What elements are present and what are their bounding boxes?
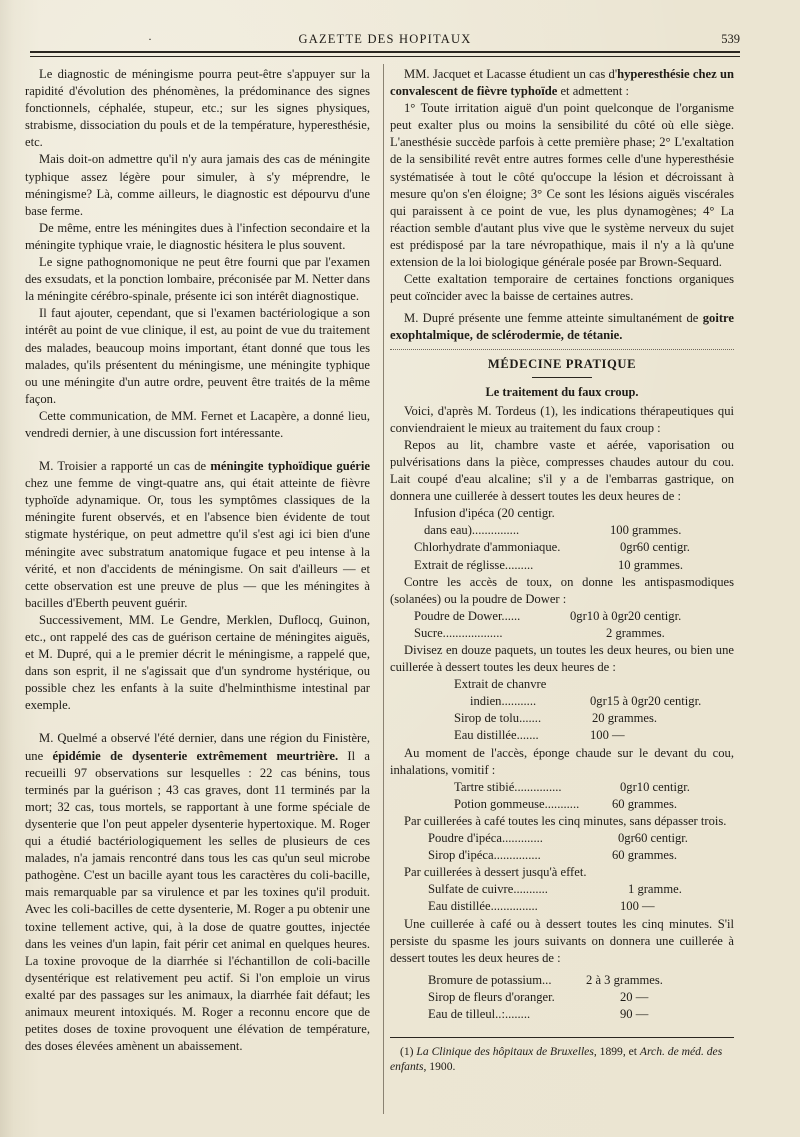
paragraph: Voici, d'après M. Tordeus (1), les indications thérapeutiques qui conviendraient le mieux au traitement du faux croup : bbox=[390, 403, 734, 435]
dose: 100 — bbox=[590, 728, 625, 743]
paragraph: De même, entre les méningites dues à l'infection secondaire et la méningite typhique vraie, le diagnostic hésitera le plus souvent. bbox=[25, 220, 370, 252]
text: (1) bbox=[400, 1045, 417, 1059]
paragraph-troisier bbox=[25, 458, 370, 612]
prescription-4 bbox=[390, 779, 734, 813]
prescription-line bbox=[390, 881, 734, 898]
citation: La Clinique des hôpitaux de Bruxelles bbox=[416, 1045, 594, 1059]
dose: 90 — bbox=[620, 1006, 649, 1021]
paragraph-dupre bbox=[390, 310, 734, 344]
prescription-2 bbox=[390, 608, 734, 642]
paragraph: Le diagnostic de méningisme pourra peut-être s'appuyer sur la rapidité d'évolution des phénomènes, la prédominance des signes fonctionnels, céphalée, stupeur, etc.; sur les signes physiques, strabisme, dissociation du pouls et de la température, hyperesthésie, etc. bbox=[25, 67, 370, 150]
subsection-title: Le traitement du faux croup. bbox=[485, 384, 639, 399]
ingredient: Sucre................... bbox=[414, 625, 503, 640]
left-column bbox=[25, 66, 370, 1055]
ingredient: Extrait de chanvre bbox=[454, 677, 547, 692]
dose: 100 — bbox=[620, 899, 655, 914]
paragraph: Mais doit-on admettre qu'il n'y aura jamais des cas de méningite typhique assez légère pour simuler, à s'y méprendre, le méningisme? Là, comme ailleurs, le diagnostic est dépourvu d'une base ferme. bbox=[25, 152, 370, 218]
text: et admettent : bbox=[557, 84, 630, 99]
prescription-line bbox=[390, 779, 734, 796]
ingredient: Sirop d'ipéca............... bbox=[428, 848, 541, 863]
prescription-6 bbox=[390, 881, 734, 915]
dose: 20 — bbox=[620, 989, 649, 1004]
ingredient: Poudre de Dower...... bbox=[414, 608, 521, 623]
dose: 60 grammes. bbox=[612, 796, 678, 811]
ingredient: Eau distillée....... bbox=[454, 728, 539, 743]
paragraph: Il faut ajouter, cependant, que si l'examen bactériologique a son intérêt au point de vue clinique, il est, au point de vue du traitement des malades, beaucoup moins important, étant donné que tous les malades, qu'ils présentent du méningisme, une méningite typhique ou une méningite d'un autre ordre, peuvent être traités de la même façon. bbox=[25, 306, 370, 406]
header-rule-thin bbox=[30, 56, 740, 57]
right-column bbox=[390, 66, 734, 1074]
ingredient: Sirop de fleurs d'oranger. bbox=[428, 989, 555, 1004]
prescription-line bbox=[390, 1006, 734, 1023]
dose: 20 grammes. bbox=[592, 711, 658, 726]
citation: Arch. de méd. des enfants bbox=[390, 1045, 723, 1074]
ingredient: Eau de tilleul..:........ bbox=[428, 1006, 531, 1021]
ingredient: Bromure de potassium... bbox=[428, 972, 552, 987]
ingredient: dans eau)............... bbox=[424, 523, 520, 538]
text: chez une femme de vingt-quatre ans, qui était atteinte de fièvre typhoïde adynamique. Or, tous les symptômes classiques de la méningite furent observés, et en l'absence bien évidente de tout stigmate hystérique, on peut admettre qu'il s'est agi ici bien d'une méningite avec substratum anatomique fugace et peu intense à la vérité, et non d'accidents de méningisme. On sait d'ailleurs — et cette observation est une preuve de plus — que les méningites à bacilles d'Eberth peuvent guérir. bbox=[25, 476, 370, 610]
paragraph: Le signe pathognomonique ne peut être fourni que par l'examen des exsudats, et la ponction lombaire, préconisée par M. Netter dans la méningite cérébro-spinale, présente ici son intérêt diagnostique. bbox=[25, 255, 370, 304]
prescription-line bbox=[390, 539, 734, 556]
prescription-line bbox=[390, 557, 734, 574]
ingredient: Sirop de tolu....... bbox=[454, 711, 542, 726]
paragraph: Successivement, MM. Le Gendre, Merklen, Duflocq, Guinon, etc., ont rappelé des cas de guérison certaine de méningites aiguës, et M. Dupré, qui a le premier décrit le méningisme, a rappelé que, dans son esprit, il ne s'agissait que d'un syndrome hystérique, ou possible chez les enfants à la suite d'helminthisme intestinal par exemple. bbox=[25, 612, 370, 713]
prescription-line bbox=[390, 710, 734, 727]
text: M. Troisier a rapporté un cas de bbox=[39, 459, 211, 474]
dose: 2 à 3 grammes. bbox=[586, 972, 663, 987]
text: , 1899, et bbox=[593, 1045, 640, 1059]
dose: 0gr60 centigr. bbox=[620, 540, 690, 555]
paragraph: Par cuillerées à café toutes les cinq minutes, sans dépasser trois. bbox=[404, 813, 727, 828]
ingredient: Extrait de réglisse......... bbox=[414, 557, 534, 572]
dose: 0gr15 à 0gr20 centigr. bbox=[590, 694, 702, 709]
bold-topic: goitre exophtalmique, de sclérodermie, de tétanie. bbox=[390, 311, 734, 343]
dose: 10 grammes. bbox=[618, 557, 684, 572]
ingredient: Eau distillée............... bbox=[428, 899, 538, 914]
ingredient: Poudre d'ipéca............. bbox=[428, 831, 543, 846]
prescription-line bbox=[390, 608, 734, 625]
prescription-line bbox=[390, 847, 734, 864]
prescription-1 bbox=[390, 505, 734, 573]
dose: 0gr10 centigr. bbox=[620, 779, 690, 794]
paragraph: Cette exaltation temporaire de certaines fonctions organiques peut coïncider avec la baisse de certaines autres. bbox=[390, 272, 734, 304]
text: MM. Jacquet et Lacasse étudient un cas d' bbox=[404, 67, 618, 81]
ingredient: indien........... bbox=[470, 694, 537, 709]
prescription-7 bbox=[390, 972, 734, 1023]
ingredient: Sulfate de cuivre........... bbox=[428, 882, 548, 897]
prescription-line bbox=[390, 522, 734, 539]
footnote-rule bbox=[390, 1037, 734, 1038]
bold-topic: hyperesthésie chez un convalescent de fièvre typhoïde bbox=[390, 67, 734, 99]
footnote bbox=[390, 1044, 734, 1074]
page-number: 539 bbox=[721, 32, 740, 46]
dose: 0gr10 à 0gr20 centigr. bbox=[570, 608, 682, 623]
prescription-line bbox=[390, 796, 734, 813]
prescription-line bbox=[390, 505, 734, 522]
paragraph: Divisez en douze paquets, un toutes les deux heures, ou bien une cuillerée à dessert toutes les deux heures de : bbox=[390, 643, 734, 675]
prescription-line bbox=[390, 972, 734, 989]
ingredient: Chlorhydrate d'ammoniaque. bbox=[414, 540, 561, 555]
ingredient: Potion gommeuse........... bbox=[454, 796, 580, 811]
paragraph: Contre les accès de toux, on donne les antispasmodiques (solanées) ou la poudre de Dower : bbox=[390, 574, 734, 606]
dose: 0gr60 centigr. bbox=[618, 831, 688, 846]
paragraph-quelme bbox=[25, 730, 370, 1055]
prescription-line bbox=[390, 898, 734, 915]
dose: 2 grammes. bbox=[606, 625, 665, 640]
section-separator bbox=[390, 349, 734, 350]
text: M. Quelmé a observé l'été dernier, dans une région du Finistère, une bbox=[25, 731, 370, 763]
prescription-line bbox=[390, 989, 734, 1006]
paragraph: Une cuillerée à café ou à dessert toutes les cinq minutes. S'il persiste du spasme les jours suivants on donnera une cuillerée à dessert toutes les deux heures de : bbox=[390, 916, 734, 965]
section-rule bbox=[532, 377, 592, 378]
journal-title: GAZETTE DES HOPITAUX bbox=[298, 32, 472, 46]
header-mark: · bbox=[148, 32, 152, 46]
paragraph: Cette communication, de MM. Fernet et Lacapère, a donné lieu, vendredi dernier, à une discussion fort intéressante. bbox=[25, 408, 370, 440]
text: M. Dupré présente une femme atteinte simultanément de bbox=[404, 311, 703, 326]
prescription-5 bbox=[390, 830, 734, 864]
prescription-line bbox=[390, 830, 734, 847]
dose: 1 gramme. bbox=[628, 882, 682, 897]
paragraph: Par cuillerées à dessert jusqu'à effet. bbox=[404, 865, 587, 880]
paragraph-jacquet bbox=[390, 66, 734, 100]
prescription-line bbox=[390, 727, 734, 744]
bold-topic: méningite typhoïdique guérie bbox=[210, 459, 370, 474]
header-rule-thick bbox=[30, 51, 740, 53]
ingredient: Tartre stibié............... bbox=[454, 779, 562, 794]
column-divider bbox=[383, 64, 384, 1114]
paragraph: Repos au lit, chambre vaste et aérée, vaporisation ou pulvérisations dans la pièce, compresses chaudes autour du cou. Lait coupé d'eau alcaline; s'il y a de l'embarras gastrique, on donnera une cuillerée à dessert toutes les deux heures de : bbox=[390, 437, 734, 504]
dose: 60 grammes. bbox=[612, 848, 678, 863]
prescription-line bbox=[390, 693, 734, 710]
bold-topic: épidémie de dysenterie extrêmement meurtrière. bbox=[52, 748, 339, 763]
ingredient: Infusion d'ipéca (20 centigr. bbox=[414, 506, 555, 521]
paragraph: Au moment de l'accès, éponge chaude sur le devant du cou, inhalations, vomitif : bbox=[390, 745, 734, 777]
dose: 100 grammes. bbox=[610, 523, 682, 538]
prescription-line bbox=[390, 676, 734, 693]
section-title: MÉDECINE PRATIQUE bbox=[487, 356, 637, 371]
text: , 1900. bbox=[423, 1060, 456, 1074]
prescription-3 bbox=[390, 676, 734, 744]
text: Il a recueilli 97 observations sur lesquelles : 22 cas bénins, tous terminés par la guérison ; 43 cas graves, dont 11 terminés par la mort; 32 cas, tous mortels, se rapportant à une forme spéciale de dysenterie que l'on peut appeler dysenterie hypertoxique. M. Roger qui a étudié bactériologiquement les selles de plusieurs de ces malades, n'a jamais rencontré dans tous les cas qu'un seul microbe pathogène. C'est un bacille ayant tous les caractères du coli-bacille, mais remarquable par sa virulence et par les toxines qu'il produit. Avec les coli-bacilles de cette dysenterie, M. Roger a pu obtenir une toxine tellement active, qui, à la dose de quatre gouttes, injectée dans les veines d'un lapin, fait périr cet animal en quelques heures. La toxine provoque de la diarrhée si l'échantillon de coli-bacille dysentérique est relativement peu actif. Si l'on emploie un virus exalté par des passages sur les animaux, la diarrhée fait défaut; les animaux meurent intoxiqués. M. Roger a reconnu encore que de petites doses de toxine provoquent une élévation de température, des doses élevées amènent un abaissement. bbox=[25, 748, 370, 1054]
prescription-line bbox=[390, 625, 734, 642]
paragraph: 1° Toute irritation aiguë d'un point quelconque de l'organisme peut exalter plus ou moins la sensibilité du côté où elle siège. L'anesthésie succède parfois à cette première phase; 2° L'exaltation de la sensibilité revêt entre autres formes celle d'une hyperesthésie systématisée à tout le côté qu'occupe la lésion et décroissant à mesure qu'on s'en éloigne; 3° Ce sont les lésions aiguës viscérales qui paraissent à ce point de vue, les plus dynamogènes; 4° La réaction semble d'autant plus vive que le système nerveux du sujet est prédisposé par la tare névropathique, mais il n'y a là qu'une extension de la loi biologique générale posée par Brown-Sequard. bbox=[390, 101, 734, 270]
page-header bbox=[30, 32, 740, 48]
